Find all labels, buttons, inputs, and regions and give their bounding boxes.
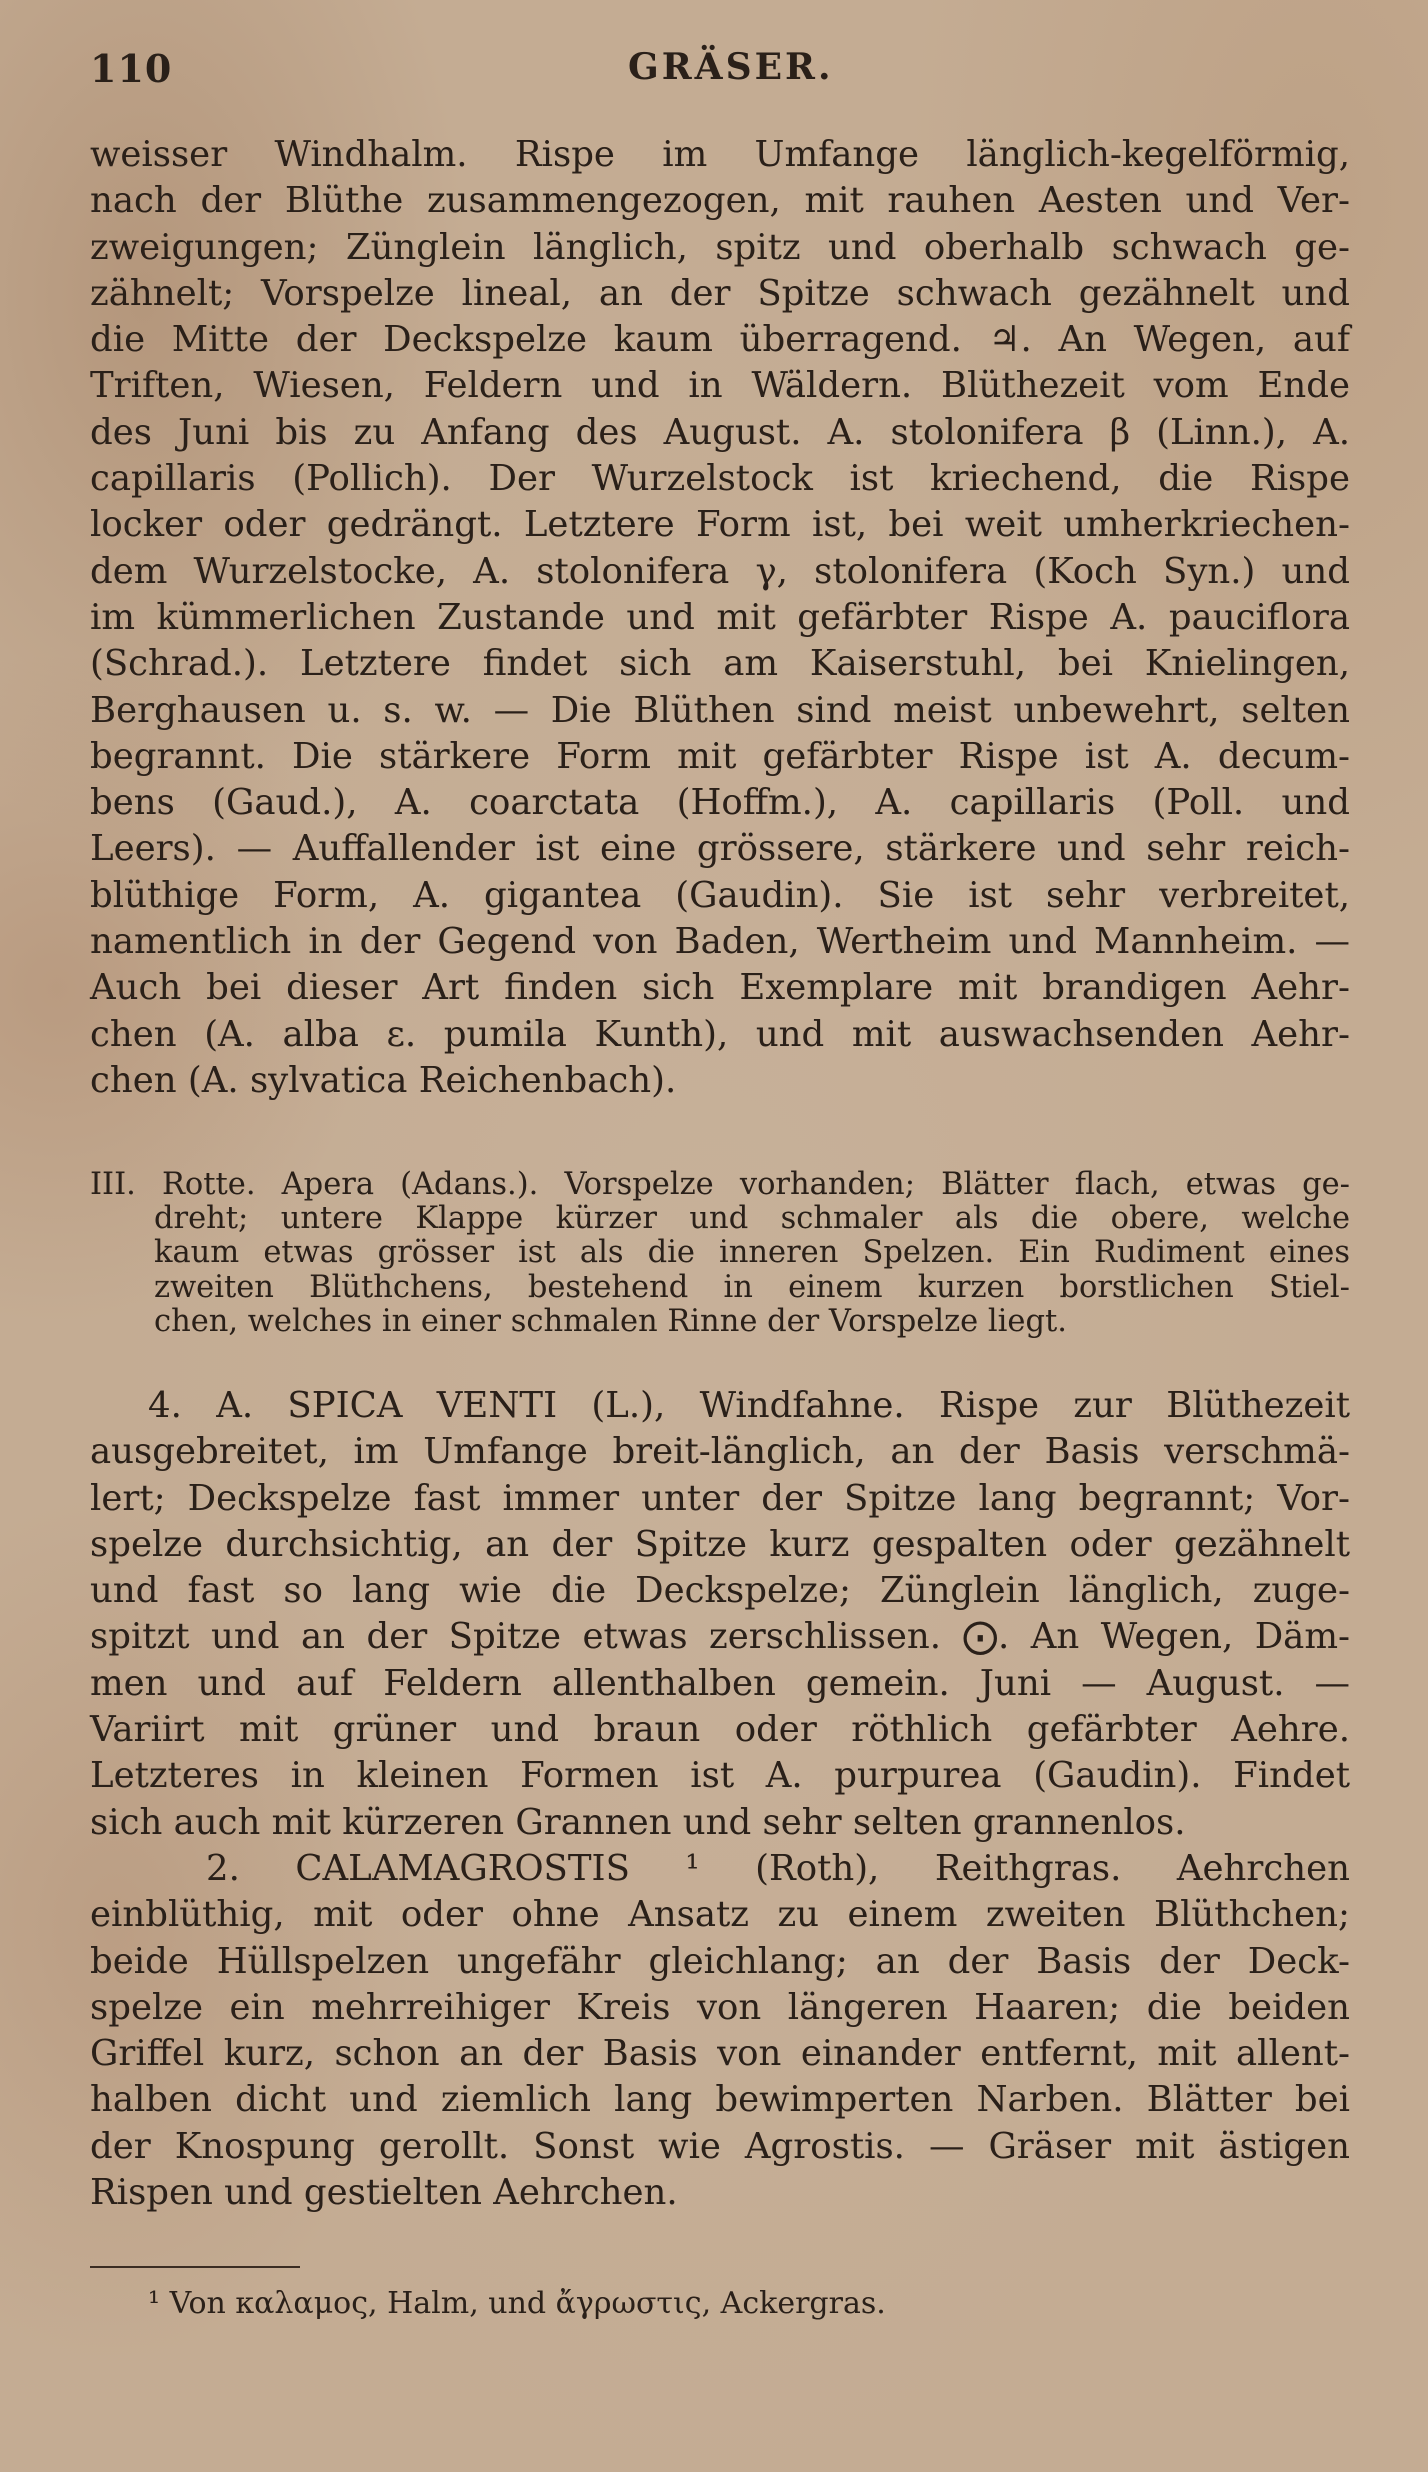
text-line: Rispen und gestielten Aehrchen. (90, 2172, 678, 2214)
text-line: namentlich in der Gegend von Baden, Wertheim und Mannheim. — (90, 921, 1350, 963)
text-line: zweiten Blüthchens, bestehend in einem kurzen borstlichen Stiel- (154, 1269, 1350, 1305)
text-line: Berghausen u. s. w. — Die Blüthen sind meist unbewehrt, selten (90, 689, 1350, 731)
text-line: beide Hüllspelzen ungefähr gleichlang; an der Basis der Deck- (90, 1940, 1350, 1982)
text-line: III. Rotte. Apera (Adans.). Vorspelze vorhanden; Blätter flach, etwas ge- (90, 1167, 1350, 1202)
text-line: bens (Gaud.), A. coarctata (Hoffm.), A. capillaris (Poll. und (90, 782, 1350, 824)
paragraph-spica-venti (90, 1383, 1350, 1846)
text-line: weisser Windhalm. Rispe im Umfange länglich-kegelförmig, (90, 134, 1350, 175)
running-title: GRÄSER. (628, 46, 834, 88)
footnote (148, 2284, 886, 2324)
text-line: des Juni bis zu Anfang des August. A. stolonifera β (Linn.), A. (90, 411, 1350, 453)
text-line: lert; Deckspelze fast immer unter der Spitze lang begrannt; Vor- (90, 1477, 1350, 1519)
small-print-apera (90, 1168, 1350, 1339)
text-line: zähnelt; Vorspelze lineal, an der Spitze schwach gezähnelt und (90, 272, 1350, 314)
text-line: kaum etwas grösser ist als die inneren Spelzen. Ein Rudiment eines (154, 1235, 1350, 1271)
text-line: dem Wurzelstocke, A. stolonifera γ, stolonifera (Koch Syn.) und (90, 550, 1350, 592)
text-line: nach der Blüthe zusammengezogen, mit rauhen Aesten und Ver- (90, 180, 1350, 222)
text-line: 4. A. SPICA VENTI (L.), Windfahne. Rispe zur Blüthezeit (148, 1385, 1350, 1426)
text-line: men und auf Feldern allenthalben gemein. Juni — August. — (90, 1662, 1350, 1704)
text-line: spitzt und an der Spitze etwas zerschlissen. ⨀. An Wegen, Däm- (90, 1616, 1350, 1658)
text-line: einblüthig, mit oder ohne Ansatz zu einem zweiten Blüthchen; (90, 1894, 1350, 1936)
page-header (90, 40, 1350, 100)
text-line: der Knospung gerollt. Sonst wie Agrostis. — Gräser mit ästigen (90, 2125, 1350, 2167)
text-line: locker oder gedrängt. Letztere Form ist, bei weit umherkriechen- (90, 504, 1350, 546)
text-line: und fast so lang wie die Deckspelze; Zünglein länglich, zuge- (90, 1570, 1350, 1612)
text-line: Variirt mit grüner und braun oder röthlich gefärbter Aehre. (90, 1709, 1350, 1751)
text-line: Auch bei dieser Art finden sich Exemplare mit brandigen Aehr- (90, 967, 1350, 1009)
text-line: spelze durchsichtig, an der Spitze kurz gespalten oder gezähnelt (90, 1523, 1350, 1565)
text-line: chen (A. sylvatica Reichenbach). (90, 1059, 677, 1101)
text-line: Griffel kurz, schon an der Basis von einander entfernt, mit allent- (90, 2033, 1350, 2075)
text-line: capillaris (Pollich). Der Wurzelstock ist kriechend, die Rispe (90, 458, 1350, 500)
text-line: chen, welches in einer schmalen Rinne der Vorspelze liegt. (154, 1303, 1067, 1339)
text-line: halben dicht und ziemlich lang bewimperten Narben. Blätter bei (90, 2079, 1350, 2121)
page-number: 110 (90, 46, 173, 91)
text-line: (Schrad.). Letztere findet sich am Kaiserstuhl, bei Knielingen, (90, 643, 1350, 685)
text-line: Letzteres in kleinen Formen ist A. purpurea (Gaudin). Findet (90, 1755, 1350, 1797)
footnote-marker: ¹ (148, 2286, 161, 2321)
text-line: chen (A. alba ε. pumila Kunth), und mit auswachsenden Aehr- (90, 1013, 1350, 1055)
text-line: blüthige Form, A. gigantea (Gaudin). Sie ist sehr verbreitet, (90, 874, 1350, 916)
text-line: ausgebreitet, im Umfange breit-länglich, an der Basis verschmä- (90, 1431, 1350, 1473)
text-line: sich auch mit kürzeren Grannen und sehr selten grannenlos. (90, 1801, 1186, 1843)
footnote-divider (90, 2266, 300, 2268)
paragraph-agrostis-alba (90, 132, 1350, 1104)
text-line: begrannt. Die stärkere Form mit gefärbter Rispe ist A. decum- (90, 735, 1350, 777)
text-line: die Mitte der Deckspelze kaum überragend. ♃. An Wegen, auf (90, 319, 1350, 361)
text-line: zweigungen; Zünglein länglich, spitz und oberhalb schwach ge- (90, 226, 1350, 268)
text-line: Leers). — Auffallender ist eine grössere, stärkere und sehr reich- (90, 828, 1350, 870)
lower-text (90, 1383, 1350, 2216)
text-line: spelze ein mehrreihiger Kreis von längeren Haaren; die beiden (90, 1986, 1350, 2028)
book-page (90, 40, 1350, 2321)
paragraph-calamagrostis (90, 1846, 1350, 2216)
footnote-text: Von καλαμος, Halm, und ἄγρωστις, Ackergras. (169, 2286, 886, 2321)
text-line: dreht; untere Klappe kürzer und schmaler als die obere, welche (154, 1201, 1350, 1237)
text-line: 2. CALAMAGROSTIS ¹ (Roth), Reithgras. Aehrchen (206, 1847, 1350, 1889)
text-line: im kümmerlichen Zustande und mit gefärbter Rispe A. pauciflora (90, 596, 1350, 638)
text-line: Triften, Wiesen, Feldern und in Wäldern. Blüthezeit vom Ende (90, 365, 1350, 407)
